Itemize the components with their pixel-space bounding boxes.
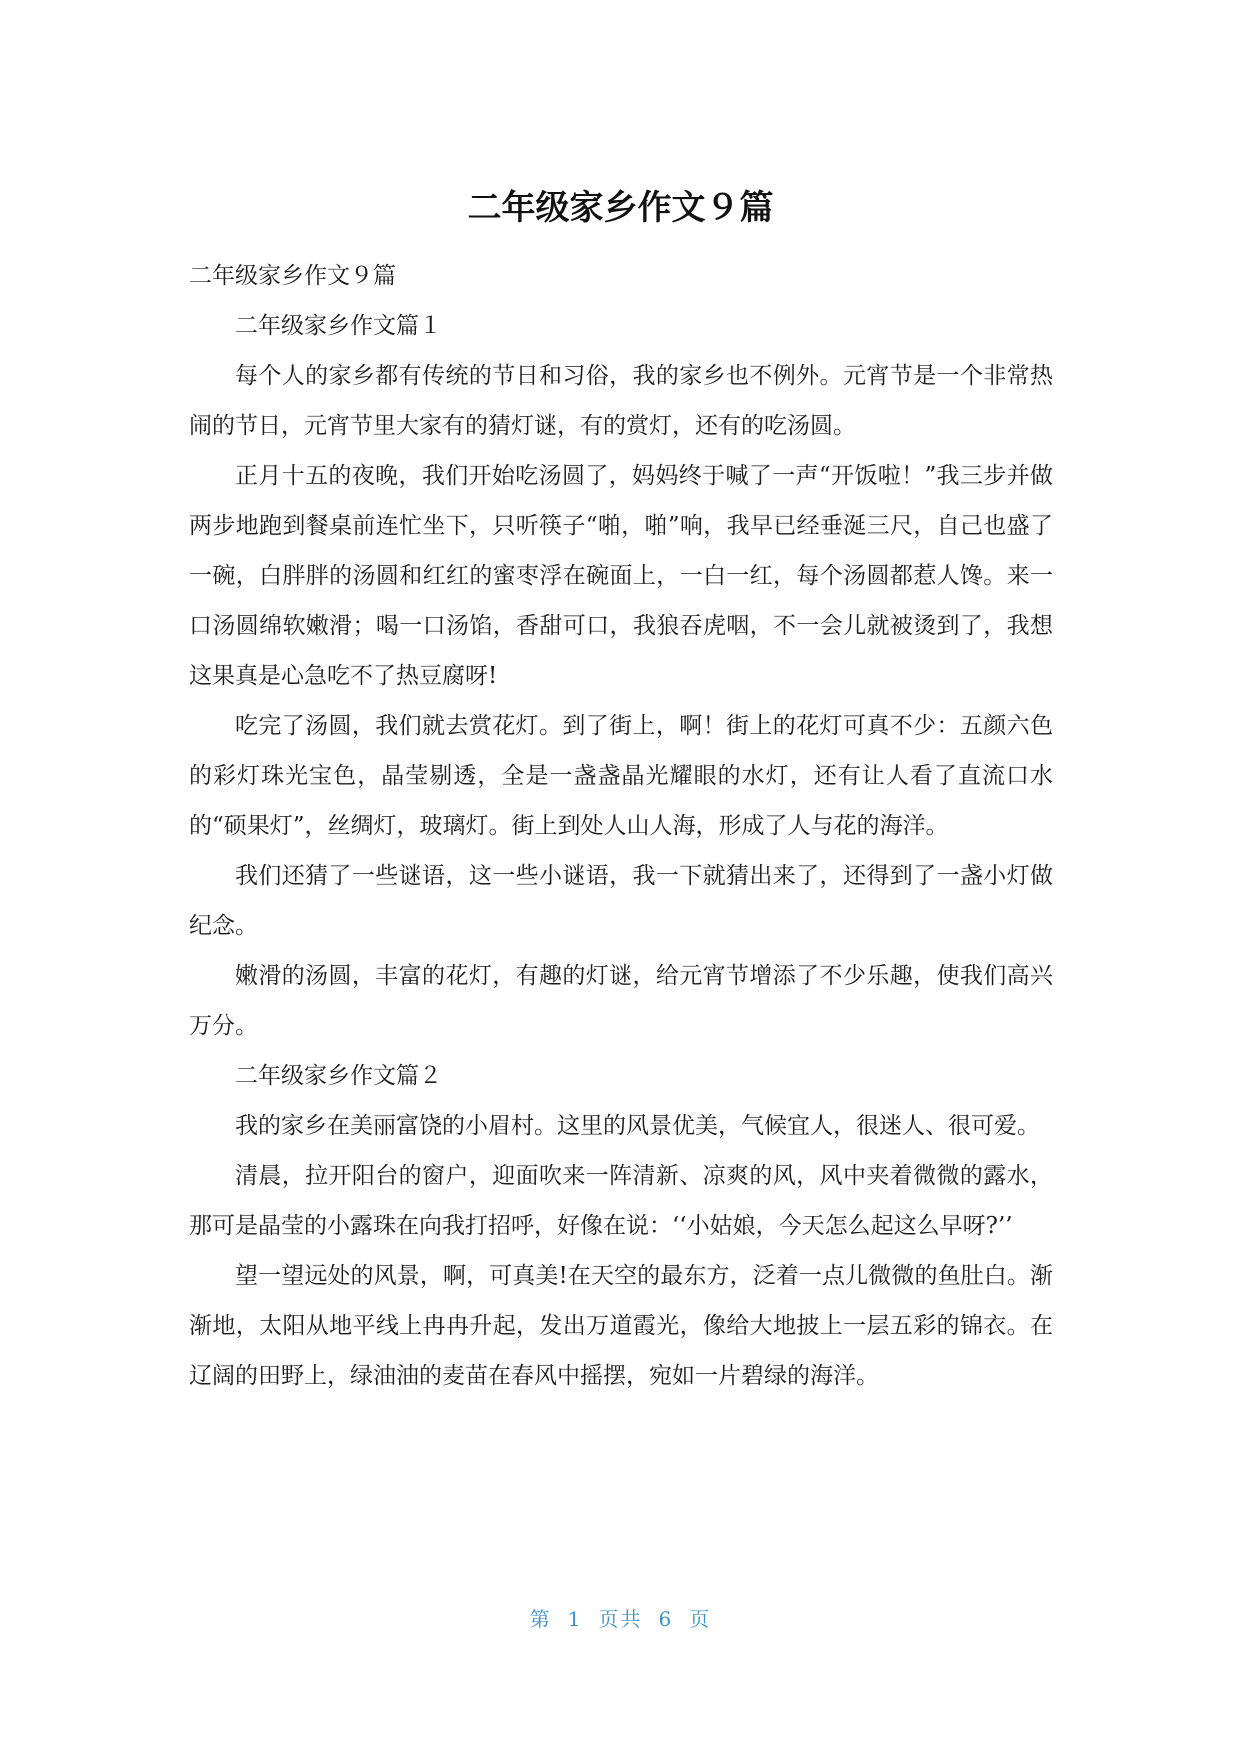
document-title: 二年级家乡作文９篇 [467, 188, 774, 228]
footer-current-page: 1 [567, 1607, 583, 1631]
page-footer [0, 1605, 1241, 1633]
paragraph: 我们还猜了一些谜语，这一些小谜语，我一下就猜出来了，还得到了一盏小灯做纪念。 [189, 863, 1053, 939]
paragraph: 每个人的家乡都有传统的节日和习俗，我的家乡也不例外。元宵节是一个非常热闹的节日，元宵节里大家有的猜灯谜，有的赏灯，还有的吃汤圆。 [189, 363, 1053, 439]
paragraph: 我的家乡在美丽富饶的小眉村。这里的风景优美，气候宜人，很迷人、很可爱。 [235, 1113, 1040, 1139]
paragraph: 正月十五的夜晚，我们开始吃汤圆了，妈妈终于喊了一声“开饭啦！”我三步并做两步地跑到餐桌前连忙坐下，只听筷子“啪，啪”响，我早已经垂涎三尺，自己也盛了一碗，白胖胖的汤圆和红红的蜜枣浮在碗面上，一白一红，每个汤圆都惹人馋。来一口汤圆绵软嫩滑；喝一口汤馅，香甜可口，我狼吞虎咽，不一会儿就被烫到了，我想这果真是心急吃不了热豆腐呀! [189, 463, 1053, 689]
document-body [189, 251, 1053, 1401]
paragraph: 嫩滑的汤圆，丰富的花灯，有趣的灯谜，给元宵节增添了不少乐趣，使我们高兴万分。 [189, 963, 1053, 1039]
footer-total-pages: 6 [658, 1607, 674, 1631]
footer-label-page-of: 页共 [598, 1607, 643, 1631]
paragraph: 清晨，拉开阳台的窗户，迎面吹来一阵清新、凉爽的风，风中夹着微微的露水，那可是晶莹的小露珠在向我打招呼，好像在说：‘‘小姑娘，今天怎么起这么早呀?’’ [189, 1163, 1053, 1239]
document-subtitle: 二年级家乡作文９篇 [189, 263, 396, 289]
footer-label-page: 第 [529, 1607, 552, 1631]
section-heading: 二年级家乡作文篇１ [235, 313, 442, 339]
section-heading: 二年级家乡作文篇２ [235, 1063, 442, 1089]
footer-label-page-end: 页 [689, 1607, 712, 1631]
paragraph: 吃完了汤圆，我们就去赏花灯。到了街上，啊！街上的花灯可真不少：五颜六色的彩灯珠光宝色，晶莹剔透，全是一盏盏晶光耀眼的水灯，还有让人看了直流口水的“硕果灯”，丝绸灯，玻璃灯。街上到处人山人海，形成了人与花的海洋。 [189, 713, 1053, 839]
paragraph: 望一望远处的风景，啊，可真美!在天空的最东方，泛着一点儿微微的鱼肚白。渐渐地，太阳从地平线上冉冉升起，发出万道霞光，像给大地披上一层五彩的锦衣。在辽阔的田野上，绿油油的麦苗在春风中摇摆，宛如一片碧绿的海洋。 [189, 1263, 1053, 1389]
